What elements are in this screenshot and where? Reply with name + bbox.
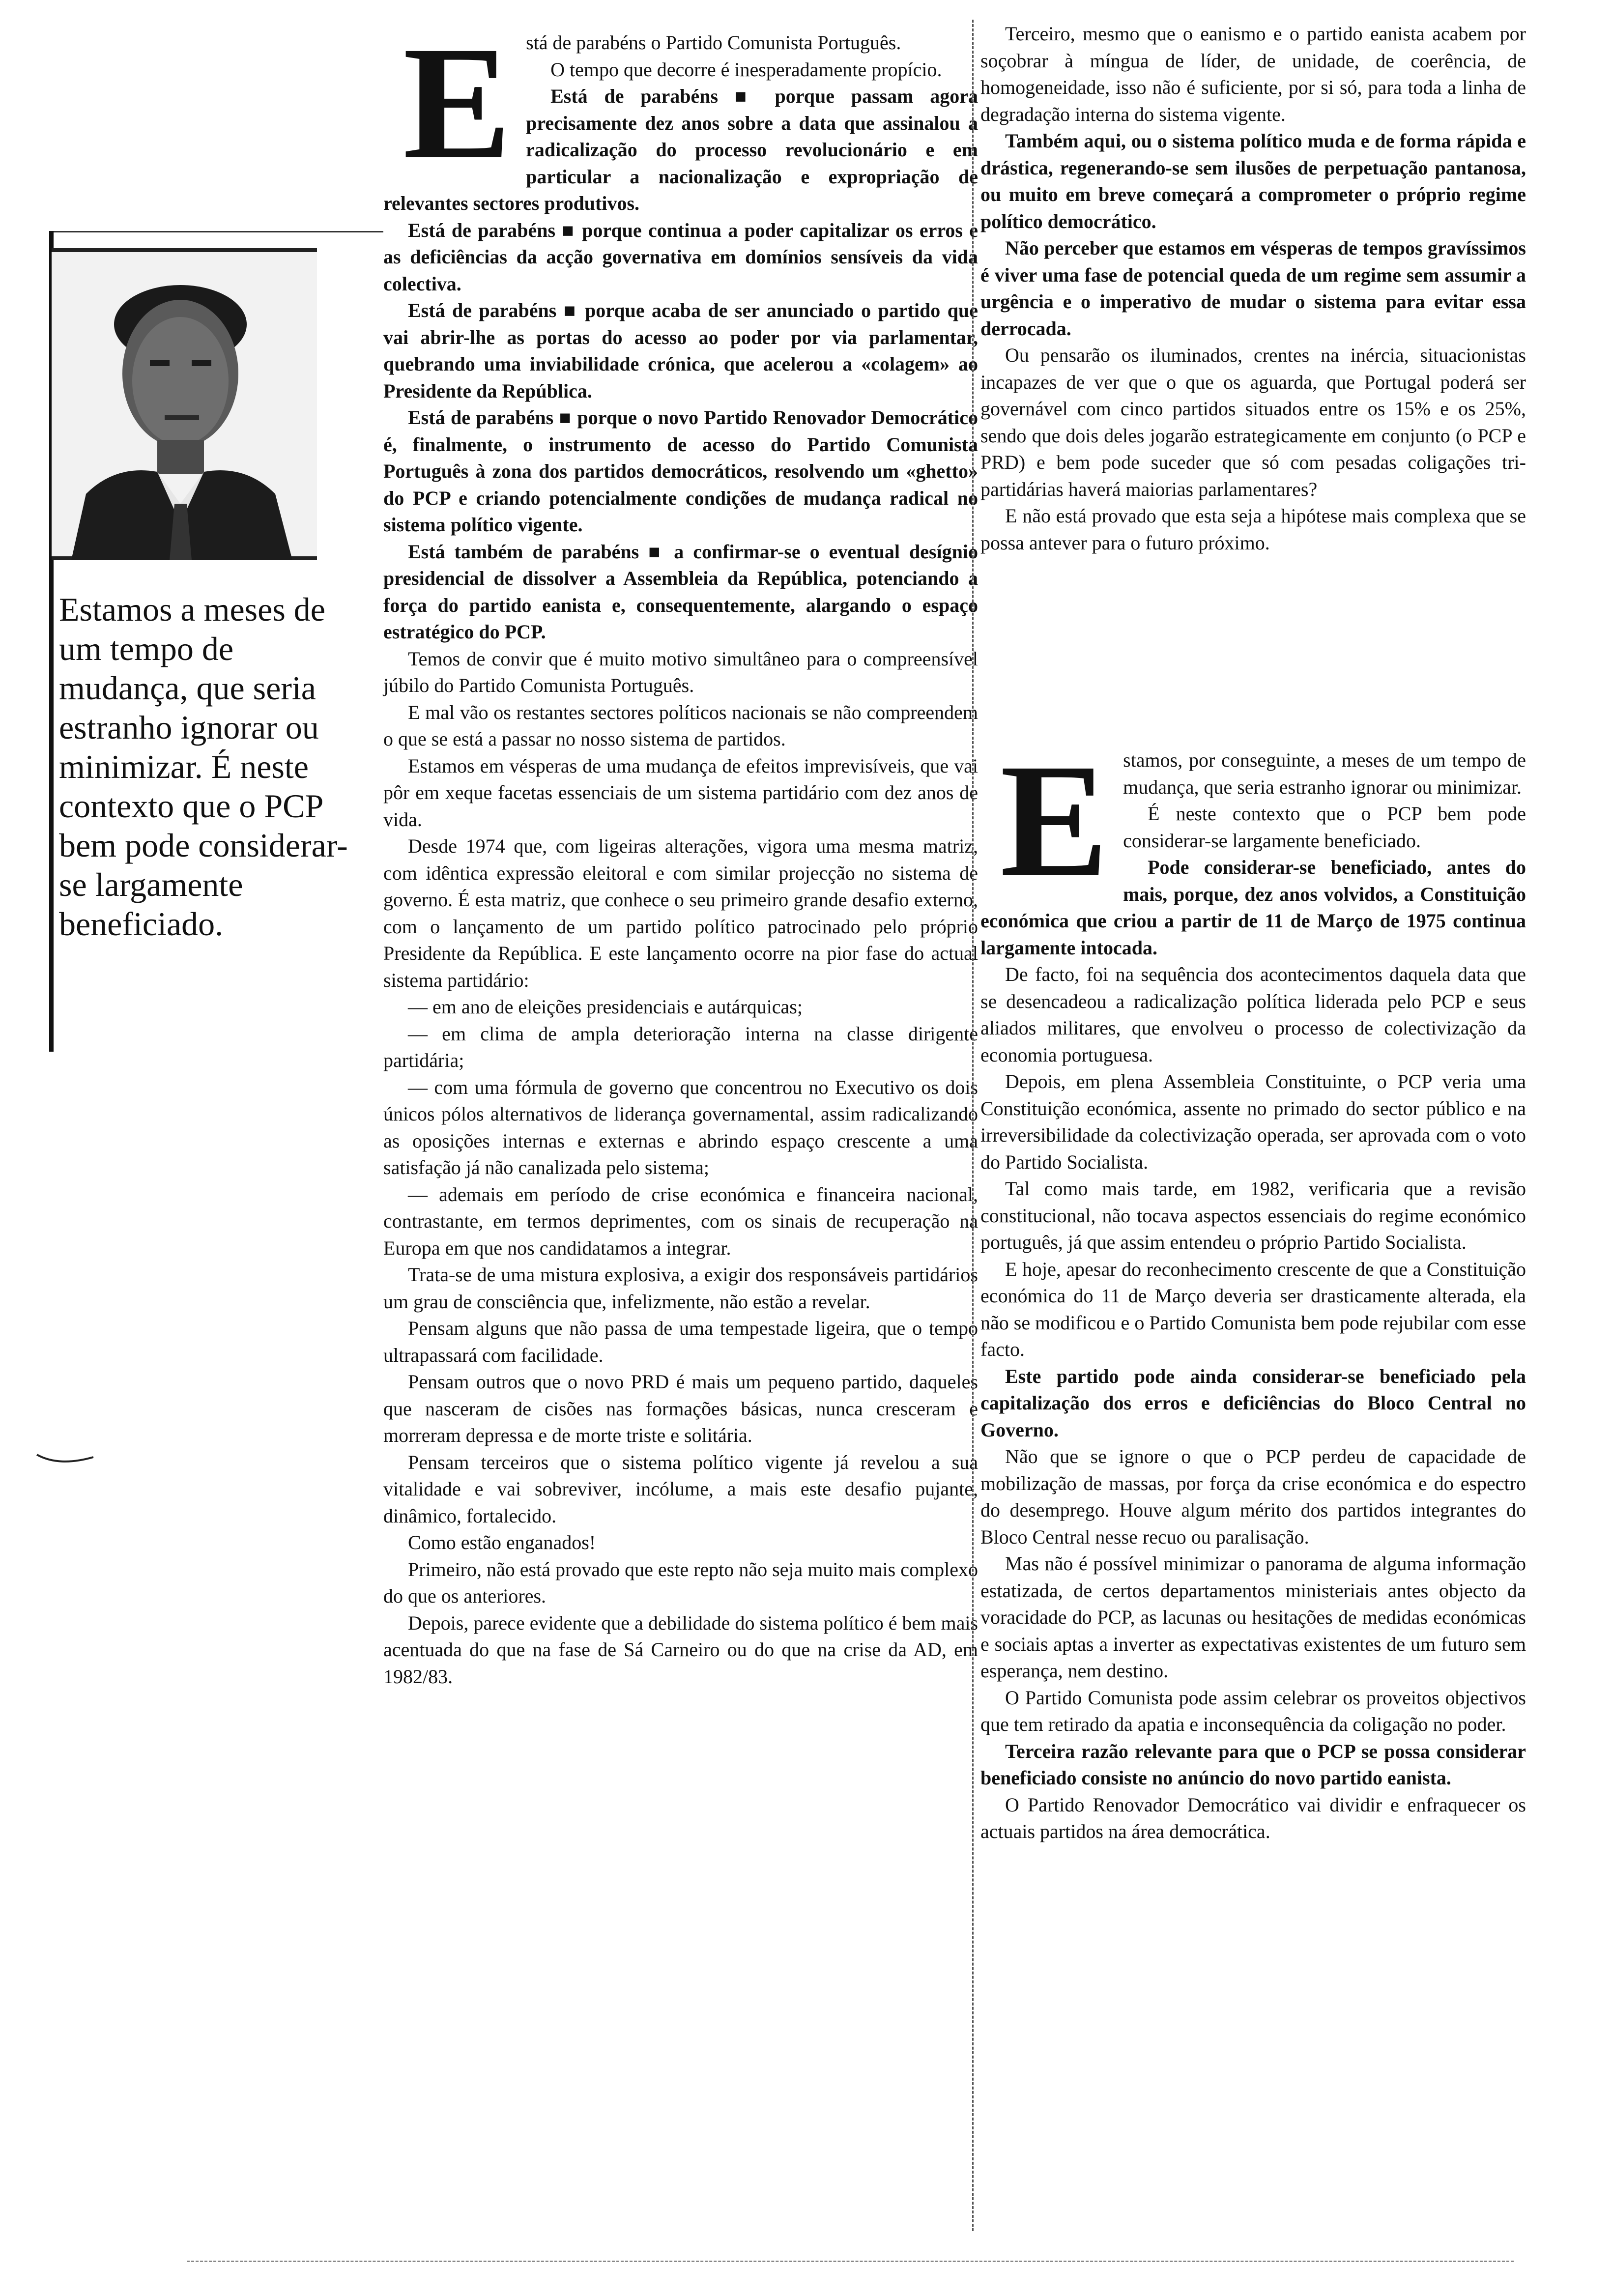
paragraph: Ou pensarão os iluminados, crentes na inércia, situacionistas incapazes de ver que o que os aguarda, que Portugal poderá ser governável com cinco partidos situados entre os 15% e os 25%, sendo que dois deles jogarão estrategicamente em conjunto (o PCP e PRD) e bem pode suceder que só com pesadas coligações tri-partidárias haverá maiorias parlamentares?	[980, 344, 1526, 500]
paragraph: E mal vão os restantes sectores políticos nacionais se não compreendem o que se está a passar no nosso sistema de partidos.	[383, 701, 978, 750]
paragraph: Pensam alguns que não passa de uma tempestade ligeira, que o tempo ultrapassará com facilidade.	[383, 1317, 978, 1366]
paragraph: Temos de convir que é muito motivo simultâneo para o compreensível júbilo do Partido Comunista Português.	[383, 647, 978, 696]
paragraph: Estamos em vésperas de uma mudança de efeitos imprevisíveis, que vai pôr em xeque facetas essenciais de um sistema partidário com dez anos de vida.	[383, 754, 978, 831]
column-divider	[972, 20, 974, 2231]
scan-mark	[34, 1452, 98, 1467]
paragraph: O Partido Renovador Democrático vai dividir e enfraquecer os actuais partidos na área democrática.	[980, 1793, 1526, 1842]
author-photo	[52, 248, 317, 560]
paragraph: — ademais em período de crise económica e financeira nacional, contrastante, em termos deprimentes, com os sinais de recuperação na Europa em que nos candidatamos a integrar.	[383, 1183, 978, 1259]
paragraph: Depois, em plena Assembleia Constituinte, o PCP veria uma Constituição económica, assente no primado do sector público e na irreversibilidade da colectivização operada, ser aprovada com o voto do Partido Socialista.	[980, 1070, 1526, 1173]
paragraph: Trata-se de uma mistura explosiva, a exigir dos responsáveis partidários um grau de consciência que, infelizmente, não estão a revelar.	[383, 1263, 978, 1313]
paragraph: E hoje, apesar do reconhecimento crescente de que a Constituição económica do 11 de Março deveria ser drasticamente alterada, ela não se modificou e o Partido Comunista bem pode rejubilar com esse facto.	[980, 1258, 1526, 1360]
paragraph: — em clima de ampla deterioração interna na classe dirigente partidária;	[383, 1022, 978, 1071]
paragraph: Está de parabéns ■ porque o novo Partido Renovador Democrático é, finalmente, o instrumento de acesso do Partido Comunista Português à zona dos partidos democráticos, resolvendo um «ghetto» do PCP e criando potencialmente condições de mudança radical no sistema político vigente.	[383, 406, 978, 536]
paragraph: Mas não é possível minimizar o panorama de alguma informação estatizada, de certos departamentos ministeriais antes objecto da voracidade do PCP, as lacunas ou hesitações de medidas económicas e sociais aptas a inverter as expectativas existentes de um futuro sem esperança, nem destino.	[980, 1552, 1526, 1682]
paragraph: De facto, foi na sequência dos acontecimentos daquela data que se desencadeou a radicalização política liderada pelo PCP e seus aliados militares, que envolveu o processo de colectivização da economia portuguesa.	[980, 963, 1526, 1066]
paragraph: Também aqui, ou o sistema político muda e de forma rápida e drástica, regenerando-se sem ilusões de perpetuação pantanosa, ou muito em breve começará a comprometer o próprio regime político democrático.	[980, 130, 1526, 232]
paragraph: Primeiro, não está provado que este repto não seja muito mais complexo do que os anteriores.	[383, 1558, 978, 1607]
paragraph: Depois, parece evidente que a debilidade do sistema político é bem mais acentuada do que na fase de Sá Carneiro ou do que na crise da AD, em 1982/83.	[383, 1611, 978, 1688]
paragraph: Terceira razão relevante para que o PCP se possa considerar beneficiado consiste no anúncio do novo partido eanista.	[980, 1740, 1526, 1789]
article-column-1	[383, 13, 978, 1690]
paragraph: Tal como mais tarde, em 1982, verificaria que a revisão constitucional, não tocava aspectos essenciais do regime económico português, já que assim entendeu o próprio Partido Socialista.	[980, 1177, 1526, 1253]
paragraph: Está de parabéns ■ porque acaba de ser anunciado o partido que vai abrir-lhe as portas do acesso ao poder por via parlamentar, quebrando uma inviabilidade crónica, que acelerou a «colagem» ao Presidente da República.	[383, 299, 978, 402]
paragraph: Pensam outros que o novo PRD é mais um pequeno partido, daqueles que nasceram de cisões nas formações básicas, nunca cresceram e morreram depressa e de morte triste e solitária.	[383, 1371, 978, 1446]
page-edge-shadow	[0, 0, 10, 2296]
paragraph: O Partido Comunista pode assim celebrar os proveitos objectivos que tem retirado da apatia e inconsequência da coligação no poder.	[980, 1686, 1526, 1735]
paragraph: stamos, por conseguinte, a meses de um tempo de mudança, que seria estranho ignorar ou minimizar.	[1123, 749, 1526, 798]
article-column-2	[980, 21, 1526, 556]
paragraph: — com uma fórmula de governo que concentrou no Executivo os dois únicos pólos alternativos de liderança governamental, assim radicalizando as oposições internas e externas e abrindo espaço crescente a uma satisfação já não canalizada pelo sistema;	[383, 1076, 978, 1178]
article-column-2-section-2	[980, 731, 1526, 1845]
paragraph: Desde 1974 que, com ligeiras alterações, vigora uma mesma matriz, com idêntica expressão eleitoral e com similar projecção no sistema de governo. É esta matriz, que conhece o seu primeiro grande desafio externo, com o lançamento de um partido político patrocinado pelo próprio Presidente da República. E este lançamento ocorre na pior fase do actual sistema partidário:	[383, 835, 978, 991]
drop-cap: E	[1000, 731, 1109, 910]
paragraph: Pode considerar-se beneficiado, antes do mais, porque, dez anos volvidos, a Constituição económica que criou a partir de 11 de Março de 1975 continua largamente intocada.	[980, 856, 1526, 959]
paragraph: Não que se ignore o que o PCP perdeu de capacidade de mobilização de massas, por força da crise económica e do espectro do desemprego. Houve algum mérito dos partidos integrantes do Bloco Central nesse recuo ou paralisação.	[980, 1445, 1526, 1548]
paragraph: Este partido pode ainda considerar-se beneficiado pela capitalização dos erros e deficiências do Bloco Central no Governo.	[980, 1365, 1526, 1441]
bottom-rule	[187, 2261, 1514, 2262]
paragraph: stá de parabéns o Partido Comunista Português.	[526, 31, 901, 54]
paragraph: Terceiro, mesmo que o eanismo e o partido eanista acabem por soçobrar à míngua de líder, de unidade, de coerência, de homogeneidade, isso não é suficiente, por si só, para toda a linha de degradação interna do sistema vigente.	[980, 23, 1526, 125]
drop-cap: E	[403, 13, 512, 193]
pull-quote: Estamos a meses de um tempo de mudança, que seria estranho ignorar ou minimizar. É neste contexto que o PCP bem pode considerar-se largamente beneficiado.	[59, 591, 348, 943]
paragraph: É neste contexto que o PCP bem pode considerar-se largamente beneficiado.	[1123, 803, 1526, 852]
paragraph: Está de parabéns ■ porque continua a poder capitalizar os erros e as deficiências da acção governativa em domínios sensíveis da vida colectiva.	[383, 219, 978, 295]
paragraph: Pensam terceiros que o sistema político vigente já revelou a sua vitalidade e vai sobreviver, incólume, a mais este desafio pujante, dinâmico, fortalecido.	[383, 1451, 978, 1527]
paragraph: E não está provado que esta seja a hipótese mais complexa que se possa antever para o futuro próximo.	[980, 505, 1526, 554]
paragraph: Como estão enganados!	[408, 1531, 596, 1553]
paragraph: Está também de parabéns ■ a confirmar-se o eventual desígnio presidencial de dissolver a Assembleia da República, potenciando a força do partido eanista e, consequentemente, alargando o espaço estratégico do PCP.	[383, 540, 978, 643]
paragraph: Está de parabéns ■ porque passam agora precisamente dez anos sobre a data que assinalou a radicalização do processo revolucionário e em particular a nacionalização e expropriação de relevantes sectores produtivos.	[383, 85, 978, 214]
paragraph: O tempo que decorre é inesperadamente propício.	[550, 58, 942, 81]
paragraph: Não perceber que estamos em vésperas de tempos gravíssimos é viver uma fase de potencial queda de um regime sem assumir a urgência e o imperativo de mudar o sistema para evitar essa derrocada.	[980, 237, 1526, 340]
paragraph: — em ano de eleições presidenciais e autárquicas;	[408, 996, 803, 1018]
portrait-icon	[52, 248, 317, 560]
